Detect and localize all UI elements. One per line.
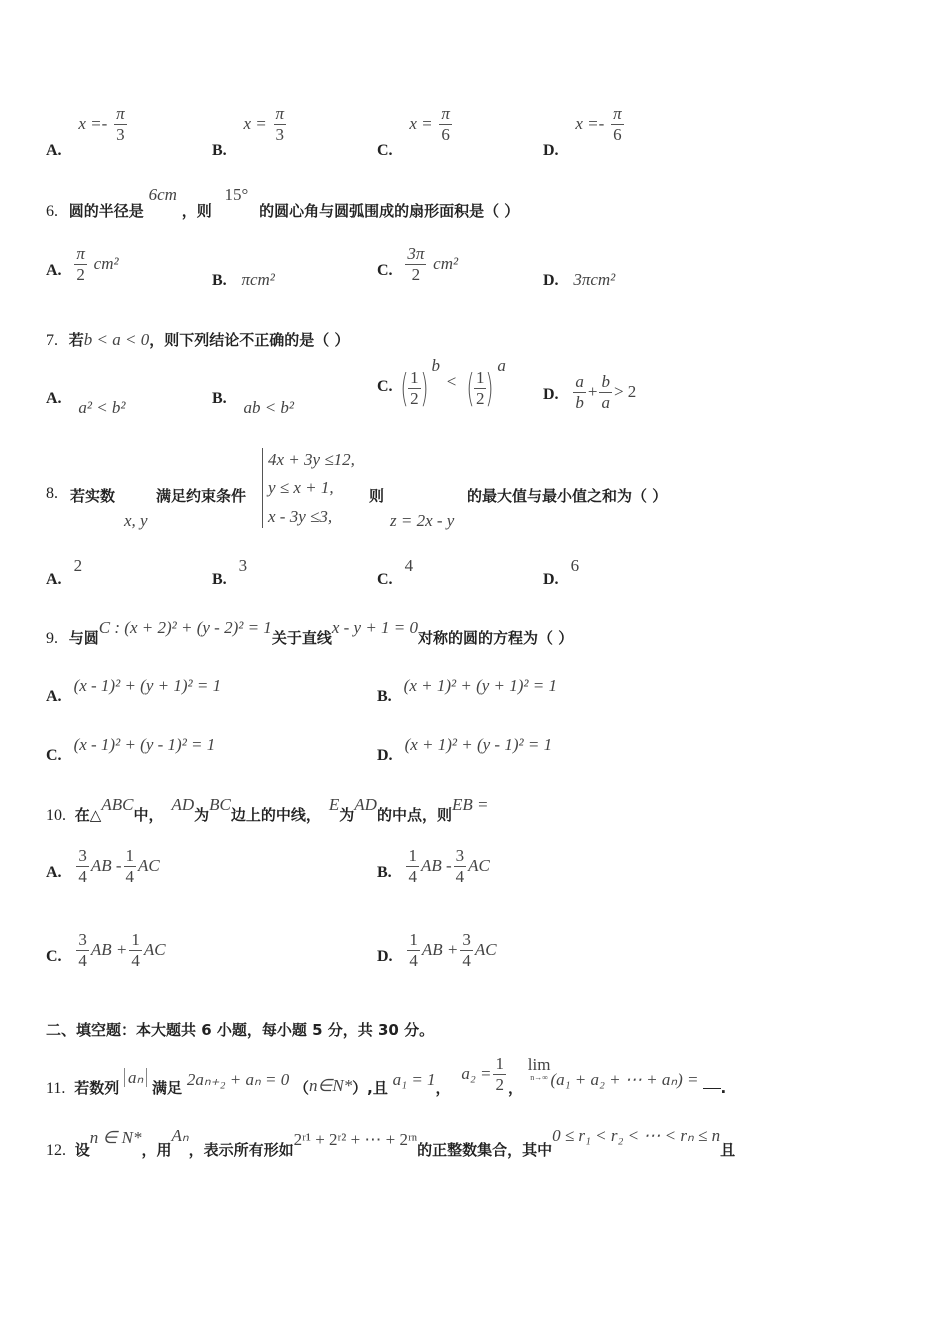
- fraction: $\frac{1}{4}$: [131, 930, 140, 970]
- fraction: $\frac{3\pi}{2}$: [407, 244, 425, 284]
- fraction: $\frac{\pi}{3}$: [116, 104, 125, 144]
- fraction: $\frac{a}{b}$: [575, 372, 584, 412]
- q6-stem: 6. 圆的半径是 6cm ，则 15° 的圆心角与圆弧围成的扇形面积是（ ）: [46, 185, 520, 220]
- q6-option-d: D. 3πcm²: [543, 270, 616, 289]
- constraint-1: 4x + 3y ≤12,: [268, 450, 355, 469]
- sequence: aₙ: [124, 1068, 147, 1087]
- q6-option-c: C. $\frac{3\pi}{2}$ cm²: [377, 244, 459, 284]
- q12-stem: 12. 设n ∈ N*，用Aₙ，表示所有形如2ʳ¹ + 2ʳ² + ⋯ + 2ʳⁿ的正整数集合，其中0 ≤ r₁ < r₂ < ⋯ < rₙ ≤ n且: [46, 1126, 736, 1159]
- fraction: $\frac{b}{a}$: [601, 372, 610, 412]
- objective: z = 2x - y: [390, 511, 455, 530]
- answer-blank[interactable]: [703, 1088, 721, 1089]
- fraction: $\frac{\pi}{6}$: [613, 104, 622, 144]
- q9-option-b: B.(x + 1)² + (y + 1)² = 1: [377, 676, 557, 705]
- section-heading: 二、填空题：本大题共 6 小题，每小题 5 分，共 30 分。: [46, 1021, 435, 1039]
- fraction: $\frac{1}{4}$: [408, 846, 417, 886]
- q9-option-d: D.(x + 1)² + (y - 1)² = 1: [377, 735, 553, 764]
- option-label: B.: [212, 142, 227, 159]
- q7-option-a: A. a² < b²: [46, 390, 126, 417]
- q9-stem: 9. 与圆C : (x + 2)² + (y - 2)² = 1关于直线x - y + 1 = 0对称的圆的方程为（ ）: [46, 618, 574, 647]
- constraint-2: y ≤ x + 1,: [268, 478, 334, 497]
- option-label: D.: [543, 142, 559, 159]
- q11-stem: 11. 若数列 aₙ 满足 2aₙ₊₂ + aₙ = 0 （n∈N*）,且 a₁ = 1， a₂ = $\frac{1}{2}$ ， lim n→∞ (a₁ + a₂ + ⋯ + aₙ) = .: [46, 1054, 727, 1097]
- fraction: $\frac{\pi}{3}$: [275, 104, 285, 144]
- constraint-brace: [262, 448, 263, 528]
- fraction: $\frac{\pi}{2}$: [76, 244, 85, 284]
- option-label: A.: [46, 142, 62, 159]
- variables: x, y: [124, 511, 148, 530]
- q6-option-b: B. πcm²: [212, 270, 275, 289]
- q7-option-d: D. $\frac{a}{b}$ + $\frac{b}{a}$ > 2: [543, 372, 637, 412]
- fraction: $\frac{1}{2}$: [475, 367, 485, 408]
- question-number: 9.: [46, 630, 58, 647]
- q9-option-a: A.(x - 1)² + (y + 1)² = 1: [46, 676, 222, 705]
- fraction: $\frac{3}{4}$: [78, 846, 87, 886]
- fraction: $\frac{3}{4}$: [462, 930, 471, 970]
- question-number: 7.: [46, 332, 58, 349]
- fraction: $\frac{3}{4}$: [78, 930, 87, 970]
- q10-option-d: D. $\frac{1}{4}$ AB + $\frac{3}{4}$ AC: [377, 930, 497, 970]
- q5-option-d: [543, 104, 626, 159]
- question-number: 12.: [46, 1142, 66, 1159]
- q7-option-c: C. ( $\frac{1}{2}$ )$^b$ < ( $\frac{1}{2}$ )$^a$: [377, 355, 506, 410]
- q8-option-c: C.4: [377, 556, 414, 588]
- fraction: $\frac{1}{2}$: [410, 367, 419, 408]
- q5-option-b: [212, 104, 288, 159]
- q10-option-c: C. $\frac{3}{4}$ AB + $\frac{1}{4}$ AC: [46, 930, 166, 970]
- fraction: $\frac{1}{4}$: [125, 846, 135, 886]
- q5-option-c: [377, 104, 454, 159]
- fraction: $\frac{\pi}{6}$: [441, 104, 450, 144]
- fraction: $\frac{1}{4}$: [409, 930, 418, 970]
- q10-option-b: B. $\frac{1}{4}$ AB - $\frac{3}{4}$ AC: [377, 846, 490, 886]
- q6-option-a: A. $\frac{\pi}{2}$ cm²: [46, 244, 119, 284]
- question-number: 11.: [46, 1080, 66, 1097]
- equation-lhs: x =: [409, 114, 433, 133]
- question-number: 6.: [46, 203, 58, 220]
- fraction: $\frac{3}{4}$: [455, 846, 465, 886]
- question-number: 10.: [46, 807, 66, 824]
- q8-option-d: D.6: [543, 556, 580, 588]
- q8-option-b: B.3: [212, 556, 248, 588]
- q10-stem: 10. 在△ABC中，AD为BC边上的中线，E为AD的中点，则EB =: [46, 795, 489, 824]
- q10-option-a: A. $\frac{3}{4}$ AB - $\frac{1}{4}$ AC: [46, 846, 160, 886]
- limit: lim n→∞: [527, 1055, 551, 1082]
- option-label: C.: [377, 142, 393, 159]
- q8-option-a: A.2: [46, 556, 83, 588]
- fraction: $\frac{1}{2}$: [495, 1054, 504, 1094]
- question-number: 8.: [46, 485, 58, 502]
- q7-option-b: B. ab < b²: [212, 390, 295, 417]
- equation-lhs: x =-: [78, 114, 108, 133]
- q7-stem: 7. 若b < a < 0，则下列结论不正确的是（ ）: [46, 330, 350, 349]
- q5-option-a: [46, 104, 129, 159]
- q9-option-c: C.(x - 1)² + (y - 1)² = 1: [46, 735, 216, 764]
- equation-lhs: x =: [243, 114, 267, 133]
- equation-lhs: x =-: [575, 114, 605, 133]
- constraint-3: x - 3y ≤3,: [268, 507, 333, 526]
